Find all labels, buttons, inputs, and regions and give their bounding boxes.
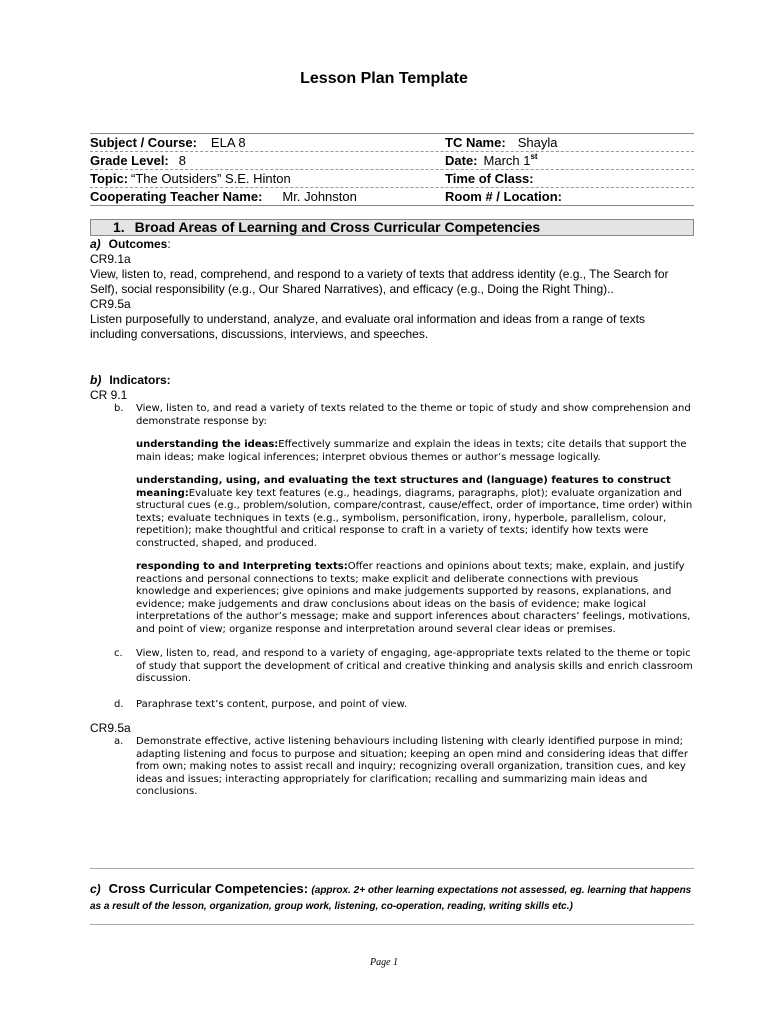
item-b-marker: b.	[114, 403, 124, 414]
responding-label: responding to and Interpreting texts:	[136, 561, 348, 572]
cooperating-teacher-value: Mr. Johnston	[282, 189, 357, 204]
indicators-letter: b)	[90, 373, 102, 387]
grade-value: 8	[178, 153, 186, 168]
room-location-label: Room # / Location:	[445, 189, 562, 204]
list-item	[114, 699, 694, 712]
tc-name-value: Shayla	[517, 135, 558, 150]
outcome-text-cr9-5a: Listen purposefully to understand, analyze, and evaluate oral information and ideas from a range of texts including conversations, discussions, interviews, and speeches.	[90, 312, 646, 341]
item-d-text: Paraphrase text’s content, purpose, and point of view.	[136, 698, 408, 710]
info-row-topic	[90, 170, 694, 188]
section-number: 1.	[113, 219, 125, 235]
indicator-code-cr9-5a: CR9.5a	[90, 721, 131, 735]
indicators-heading	[90, 373, 694, 388]
outcome-code-cr9-1a: CR9.1a	[90, 252, 131, 266]
item-d-marker: d.	[114, 698, 124, 710]
lesson-info-table	[90, 133, 694, 206]
outcome-code-cr9-5a: CR9.5a	[90, 297, 131, 311]
responding-paragraph	[136, 561, 694, 636]
section-heading-broad-areas	[90, 219, 694, 236]
document-title: Lesson Plan Template	[300, 70, 468, 87]
item-b-text: View, listen to, and read a variety of texts related to the theme or topic of study and show comprehension and demonstrate response by:	[136, 403, 691, 427]
date-superscript: st	[530, 152, 538, 161]
understanding-ideas-text: Effectively summarize and explain the ideas in texts; cite details that support the main ideas; make logical inferences; interpret obvious themes or author’s message logically.	[136, 439, 687, 463]
outcomes-letter: a)	[90, 237, 101, 251]
tc-name-label: TC Name:	[445, 135, 506, 150]
list-item	[114, 736, 694, 799]
item-c-text: View, listen to, read, and respond to a variety of engaging, age-appropriate texts related to the theme or topic of study that support the development of critical and creative thinking and analysis skills and enrich classroom discussion.	[136, 648, 693, 684]
info-row-subject	[90, 134, 694, 152]
subject-label: Subject / Course:	[90, 135, 197, 150]
item-a-text: Demonstrate effective, active listening behaviours including listening with clearly identified purpose in mind; adapting listening and focus to purpose and situation; keeping an open mind and considering ideas that differ from own; making notes to assist recall and inquiry; recognizing overall organization, transition cues, and key ideas and issues; interacting appropriately for clarification; recalling and summarizing main ideas and conclusions.	[136, 736, 688, 797]
understanding-ideas-paragraph	[136, 439, 694, 464]
cooperating-teacher-label: Cooperating Teacher Name:	[90, 189, 263, 204]
topic-value: “The Outsiders” S.E. Hinton	[131, 171, 291, 186]
indicators-label: Indicators:	[109, 373, 171, 387]
time-of-class-label: Time of Class:	[445, 171, 534, 186]
outcome-text-cr9-1a: View, listen to, read, comprehend, and respond to a variety of texts that address identity (e.g., The Search for Self), social responsibility (e.g., Our Shared Narratives), and efficacy (e.g., Doing the Right Thing)..	[90, 267, 669, 296]
outcomes-label: Outcomes	[108, 237, 168, 251]
list-item	[114, 648, 694, 686]
cross-note: (approx. 2+ other learning expectations not assessed, eg. learning that happens as a result of the lesson, organization, group work, listening, co-operation, reading, writing skills etc.)	[90, 885, 692, 912]
grade-label: Grade Level:	[90, 153, 169, 168]
info-row-grade	[90, 152, 694, 170]
cross-letter: c)	[90, 882, 101, 896]
info-row-cooperating-teacher	[90, 188, 694, 206]
divider	[90, 924, 694, 925]
item-a-marker: a.	[114, 736, 124, 747]
indicator-code-cr-9-1: CR 9.1	[90, 388, 128, 402]
outcomes-heading: a) Outcomes:	[90, 237, 171, 251]
item-c-marker: c.	[114, 648, 123, 659]
understanding-ideas-label: understanding the ideas:	[136, 439, 279, 450]
text-structures-paragraph	[136, 475, 694, 550]
section-body	[90, 237, 694, 799]
responding-text: Offer reactions and opinions about texts; make, explain, and justify reactions and personal connections to texts; make explicit and deliberate connections with previous knowledge and experiences; give opinions and make judgements supported by reasons, explanations, and evidence; make judgements and draw conclusions about ideas on the basis of evidence; make logical interpretations of the author’s message; make and support inferences about characters’ feelings, motivations, and point of view; organize response and interpretation around several clear ideas or premises.	[136, 561, 691, 635]
cross-curricular-block	[90, 881, 694, 914]
cross-label: Cross Curricular Competencies:	[108, 881, 309, 896]
page-number: Page 1	[369, 957, 399, 968]
list-item	[114, 403, 694, 428]
subject-value: ELA 8	[210, 135, 246, 150]
text-structures-text: Evaluate key text features (e.g., headings, diagrams, paragraphs, plot); evaluate organization and structural cues (e.g., problem/solution, compare/contrast, cause/effect, order of importance, time order) within texts; evaluate techniques in texts (e.g., symbolism, personification, irony, hyperbole, parallelism, colour, repetition); make thoughtful and critical response to craft in a variety of texts; identify how texts were constructed, shaped, and produced.	[136, 487, 693, 549]
section-title: Broad Areas of Learning and Cross Curricular Competencies	[134, 219, 541, 235]
date-label: Date:	[445, 153, 478, 168]
divider	[90, 868, 694, 869]
indicator-list	[90, 403, 694, 711]
date-value: March 1	[483, 153, 531, 168]
text-structures-label: understanding, using, and evaluating the text structures and (language) features to construct meaning:	[136, 475, 671, 499]
topic-label: Topic:	[90, 171, 129, 186]
